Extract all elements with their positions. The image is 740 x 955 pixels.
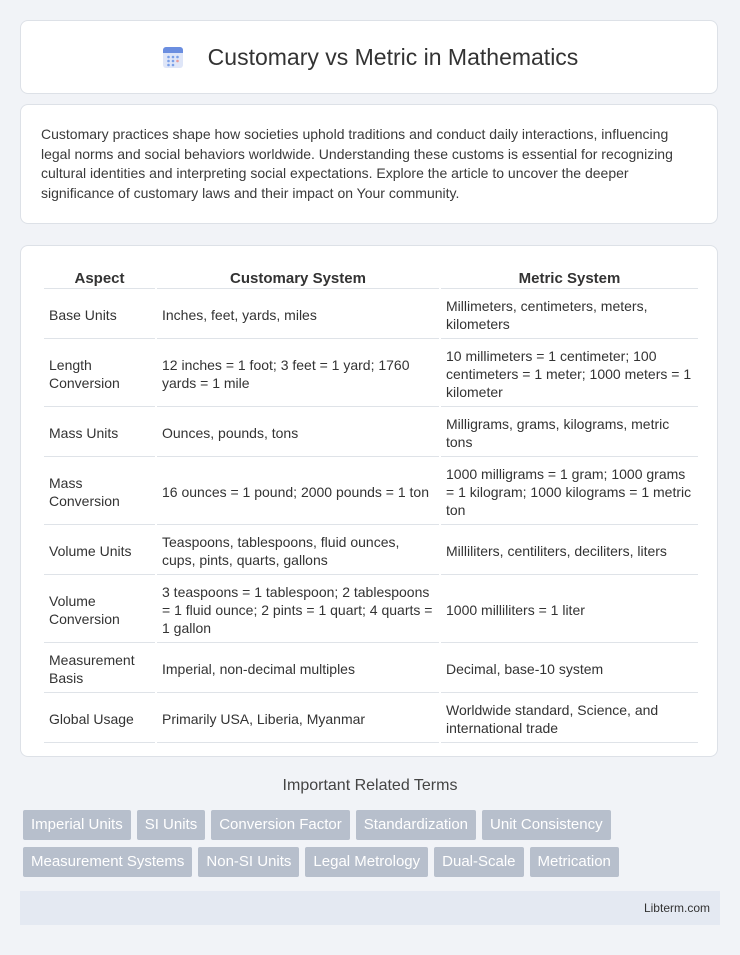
table-row [44,341,698,407]
cell-metric: 1000 milligrams = 1 gram; 1000 grams = 1 kilogram; 1000 kilograms = 1 metric ton [441,459,698,525]
footer-site-link[interactable]: Libterm.com [643,901,710,915]
cell-aspect: Volume Conversion [44,577,155,643]
cell-metric: 10 millimeters = 1 centimeter; 100 centimeters = 1 meter; 1000 meters = 1 kilometer [441,341,698,407]
title-card [20,20,718,94]
comparison-table-card [20,245,718,757]
page-title: Customary vs Metric in Mathematics [207,43,579,70]
cell-customary: 16 ounces = 1 pound; 2000 pounds = 1 ton [157,459,439,525]
term-tag[interactable]: Metrication [530,847,619,877]
term-tag[interactable]: Dual-Scale [434,847,523,877]
cell-customary: Imperial, non-decimal multiples [157,645,439,693]
header-metric: Metric System [441,268,698,289]
term-tag[interactable]: Measurement Systems [23,847,192,877]
cell-aspect: Length Conversion [44,341,155,407]
cell-metric: 1000 milliliters = 1 liter [441,577,698,643]
cell-aspect: Mass Units [44,409,155,457]
term-tag[interactable]: SI Units [137,810,206,840]
term-tag[interactable]: Conversion Factor [211,810,350,840]
comparison-table [42,266,700,745]
cell-metric: Millimeters, centimeters, meters, kilometers [441,291,698,339]
intro-card [20,104,718,224]
table-row [44,459,698,525]
cell-metric: Milligrams, grams, kilograms, metric tons [441,409,698,457]
table-row [44,645,698,693]
table-row [44,409,698,457]
cell-customary: Teaspoons, tablespoons, fluid ounces, cups, pints, quarts, gallons [157,527,439,575]
cell-aspect: Mass Conversion [44,459,155,525]
related-terms-list [23,810,723,877]
term-tag[interactable]: Imperial Units [23,810,131,840]
cell-customary: Ounces, pounds, tons [157,409,439,457]
header-aspect: Aspect [44,268,155,289]
cell-customary: Primarily USA, Liberia, Myanmar [157,695,439,743]
intro-text: Customary practices shape how societies uphold traditions and conduct daily interactions, influencing legal norms and social behaviors worldwide. Understanding these customs is essential for recognizing cultural identities and interpreting social expectations. Explore the article to uncover the deeper significance of customary laws and their impact on Your community. [41,126,673,201]
cell-customary: 3 teaspoons = 1 tablespoon; 2 tablespoons = 1 fluid ounce; 2 pints = 1 quart; 4 quarts = 1 gallon [157,577,439,643]
cell-customary: Inches, feet, yards, miles [157,291,439,339]
document-icon [160,44,186,70]
term-tag[interactable]: Non-SI Units [198,847,299,877]
term-tag[interactable]: Standardization [356,810,476,840]
table-row [44,695,698,743]
cell-customary: 12 inches = 1 foot; 3 feet = 1 yard; 1760 yards = 1 mile [157,341,439,407]
table-row [44,527,698,575]
cell-metric: Worldwide standard, Science, and international trade [441,695,698,743]
cell-aspect: Volume Units [44,527,155,575]
cell-metric: Milliliters, centiliters, deciliters, liters [441,527,698,575]
footer [20,891,720,925]
term-tag[interactable]: Unit Consistency [482,810,611,840]
term-tag[interactable]: Legal Metrology [305,847,428,877]
related-terms-title: Important Related Terms [282,777,458,794]
header-customary: Customary System [157,268,439,289]
cell-aspect: Measurement Basis [44,645,155,693]
cell-aspect: Base Units [44,291,155,339]
cell-aspect: Global Usage [44,695,155,743]
cell-metric: Decimal, base-10 system [441,645,698,693]
table-row [44,577,698,643]
table-row [44,291,698,339]
